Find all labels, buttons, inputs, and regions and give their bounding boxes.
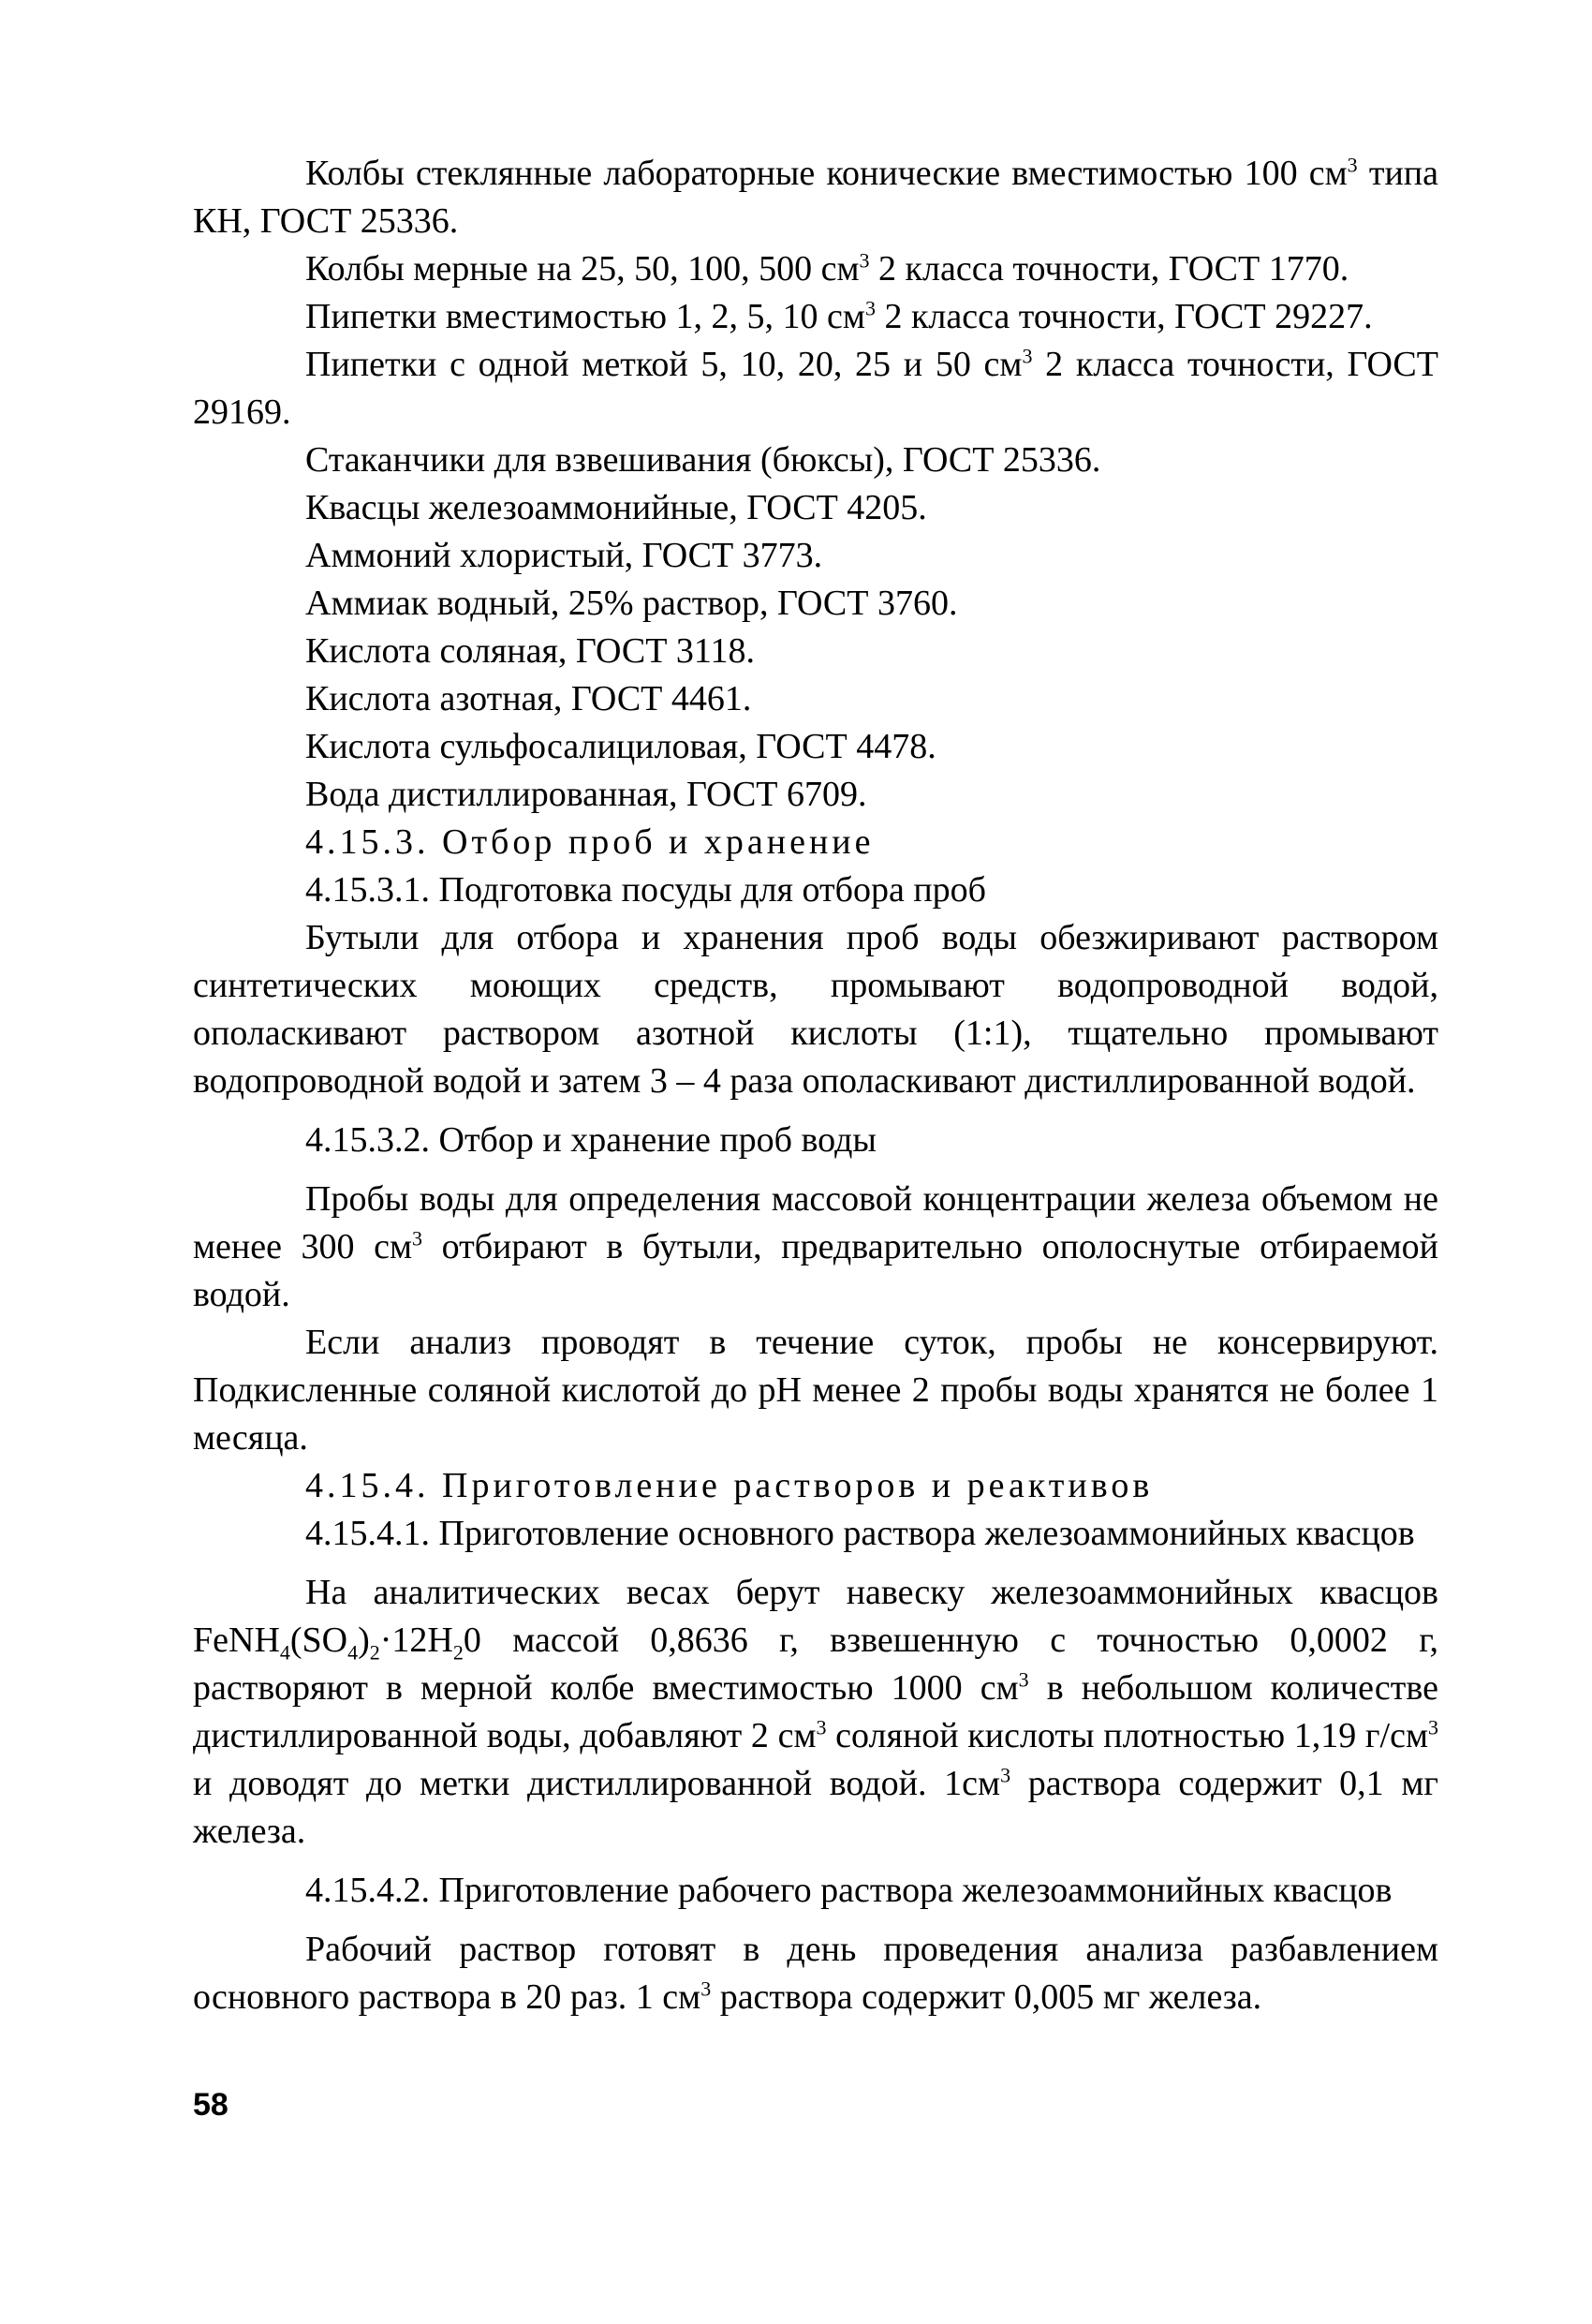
paragraph-nitric-acid: Кислота азотная, ГОСТ 4461. [305, 679, 752, 718]
paragraph-flasks-conical: Колбы стеклянные лабораторные конические вместимостью 100 $см^3$ типа КН, ГОСТ 25336. [193, 153, 1438, 241]
paragraph-stock-solution: На аналитических весах берут навеску железоаммонийных квасцов $FeNH_4(SO_4)_2\cdot 12H_20$ массой 0,8636 г, взвешенную с точностью 0,0002 г, растворяют в мерной колбе вместимостью 1000 $см^3$ в небольшом количестве дистиллированной воды, добавляют 2 $см^3$ соляной кислоты плотностью 1,19 $г/см^3$ и доводят до метки дистиллированной водой. $1см^3$ раствора содержит 0,1 мг железа. [193, 1573, 1438, 1851]
paragraph-bottle-preparation: Бутыли для отбора и хранения проб воды обезжиривают раствором синтетических моющих средств, промывают водопроводной водой, ополаскивают раствором азотной кислоты (1:1), тщательно промывают водопроводной водой и затем 3 – 4 раза ополаскивают дистиллированной водой. [193, 918, 1438, 1101]
paragraph-weighing-bottles: Стаканчики для взвешивания (бюксы), ГОСТ 25336. [305, 440, 1101, 480]
paragraph-ammonia: Аммиак водный, 25% раствор, ГОСТ 3760. [305, 584, 958, 623]
section-heading-4-15-4-2: 4.15.4.2. Приготовление рабочего раствора железоаммонийных квасцов [305, 1871, 1393, 1910]
section-heading-4-15-3-2: 4.15.3.2. Отбор и хранение проб воды [305, 1120, 877, 1160]
paragraph-hydrochloric-acid: Кислота соляная, ГОСТ 3118. [305, 631, 756, 671]
paragraph-ammonium-chloride: Аммоний хлористый, ГОСТ 3773. [305, 536, 823, 575]
section-heading-4-15-4: 4.15.4. Приготовление растворов и реактивов [305, 1466, 1154, 1505]
section-heading-4-15-3-1: 4.15.3.1. Подготовка посуды для отбора проб [305, 870, 986, 910]
page-content [193, 150, 1438, 2021]
page-number: 58 [193, 2087, 228, 2123]
paragraph-pipettes-one-mark: Пипетки с одной меткой 5, 10, 20, 25 и 50 $см^3$ 2 класса точности, ГОСТ 29169. [193, 344, 1438, 432]
paragraph-working-solution: Рабочий раствор готовят в день проведения анализа разбавлением основного раствора в 20 раз. 1 $см^3$ раствора содержит 0,005 мг железа. [193, 1930, 1438, 2017]
paragraph-sample-storage: Если анализ проводят в течение суток, пробы не консервируют. Подкисленные соляной кислотой до pH менее 2 пробы воды хранятся не более 1 месяца. [193, 1323, 1438, 1458]
section-heading-4-15-4-1: 4.15.4.1. Приготовление основного раствора железоаммонийных квасцов [305, 1514, 1415, 1553]
paragraph-alum: Квасцы железоаммонийные, ГОСТ 4205. [305, 488, 927, 527]
paragraph-sample-collection: Пробы воды для определения массовой концентрации железа объемом не менее 300 $см^3$ отбирают в бутыли, предварительно ополоснутые отбираемой водой. [193, 1179, 1438, 1314]
paragraph-distilled-water: Вода дистиллированная, ГОСТ 6709. [305, 775, 867, 814]
paragraph-sulfosalicylic-acid: Кислота сульфосалициловая, ГОСТ 4478. [305, 727, 936, 766]
paragraph-pipettes: Пипетки вместимостью 1, 2, 5, 10 $см^3$ 2 класса точности, ГОСТ 29227. [305, 296, 1373, 336]
paragraph-flasks-volumetric: Колбы мерные на 25, 50, 100, 500 $см^3$ 2 класса точности, ГОСТ 1770. [305, 248, 1349, 289]
section-heading-4-15-3: 4.15.3. Отбор проб и хранение [305, 822, 875, 862]
